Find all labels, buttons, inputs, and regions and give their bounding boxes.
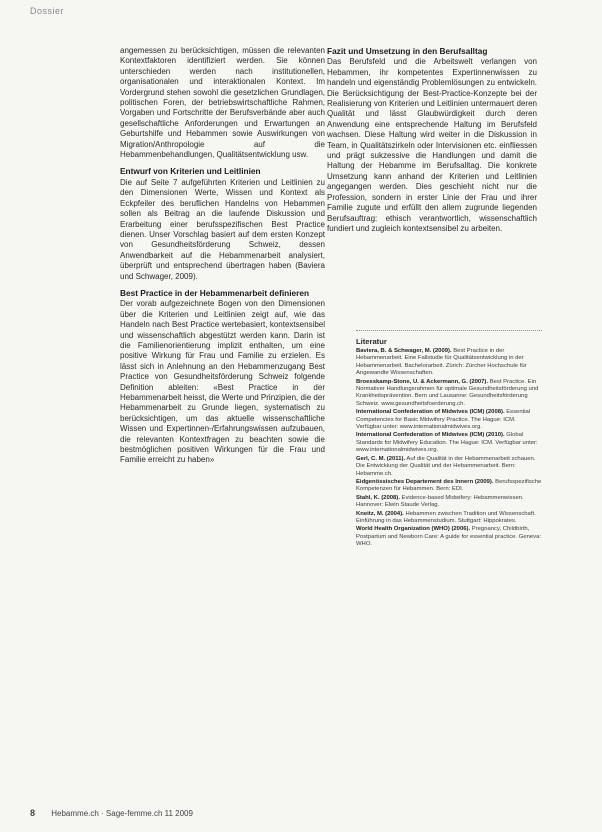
literature-text: Auf die Qualität in der Hebammenarbeit schauen. Die Entwicklung der Qualität und der Hebammenarbeit. Bern: Hebamme.ch. xyxy=(356,455,536,477)
literature-text: Hebammen zwischen Tradition und Wissenschaft. Einführung in das Hebammenstudium. Stuttgart: Hippokrates. xyxy=(356,510,536,524)
criteria-paragraph: Die auf Seite 7 aufgeführten Kriterien und Leitlinien zu den Dimensionen Werte, Wissen und Kontext als Eckpfeiler des beruflichen Handelns von Hebammen sollen als Beitrag an die laufende Diskussion und Erarbeitung einer berufsspezifischen Best Practice dienen. Unser Vorschlag basiert auf dem ersten Konzept von Gesundheitsförderung Schweiz, dessen Anwendbarkeit auf die Hebammenarbeit analysiert, überprüft und entsprechend übertragen haben (Baviera und Schwager, 2009). xyxy=(120,177,325,281)
literature-text: Pregnancy, Childbirth, Postpartum and Newborn Care: A guide for essential practice. Geneva: WHO. xyxy=(356,526,542,548)
best-practice-paragraph: Der vorab aufgezeichnete Bogen von den Dimensionen über die Kriterien und Leitlinien zeigt auf, wie das Handeln nach Best Practice wertebasiert, kontextsensibel und wissenschaftlich abgestützt werden kann. Darin ist die Familienorientierung implizit enthalten, um eine positive Wirkung für Frau und Familie zu erzielen. Es lässt sich in Anlehnung an den Hebammenzugang Best Practice von Gesundheitsförderung Schweiz folgende Definition ableiten: «Best Practice in der Hebammenarbeit heisst, die Werte und Prinzipien, die der Hebammenarbeit zu Grunde liegen, systematisch zu berücksichtigen, um das aktuelle wissenschaftliche Wissen und Expertinnen-/Erfahrungswissen aufzubauen, die relevanten Kontextfragen zu beachten sowie die bestmöglichen positiven Wirkungen für die Frau und Familie erreicht zu haben» xyxy=(120,299,325,465)
criteria-heading: Entwurf von Kriterien und Leitlinien xyxy=(120,166,261,177)
page-number: 8 xyxy=(30,808,36,818)
literature-author: Baviera, B. & Schwager, M. (2009). xyxy=(356,348,452,354)
literature-entry xyxy=(356,479,542,494)
right-column xyxy=(327,46,537,234)
conclusion-heading: Fazit und Umsetzung in den Berufsalltag xyxy=(327,46,488,56)
literature-entry xyxy=(356,495,542,510)
literature-text: Best Practice in der Hebammenarbeit. Eine Fallstudie für Qualitätsentwicklung in der Hebammenarbeit. Bachelorarbeit. Zürich: Zürcher Hochschule für Angewandte Wissenschaften. xyxy=(356,348,527,377)
literature-entry xyxy=(356,511,542,526)
conclusion-paragraph: Das Berufsfeld und die Arbeitswelt verlangen von Hebammen, ihr kompetentes Expertinnenwissen zu handeln und eigenständig Problemlösungen zu entwickeln. Die Berücksichtigung der Best-Practice-Konzepte bei der Realisierung von Kriterien und Leitlinien untermauert deren Qualität und lässt Glaubwürdigkeit durch deren Anwendung eine entsprechende Haltung im Berufsfeld wachsen. Diese Haltung wird weiter in die Diskussion in Team, in Qualitätszirkeln oder Intervisionen etc. einfliessen und prägt sukzessive die Handlungen und damit die Haltung der Hebamme im Berufsalltag. Die konkrete Umsetzung kann anhand der Kriterien und Leitlinien angegangen werden. Dies geschieht nicht nur die Profession, sondern in erster Linie der Frau und ihrer Familie zugute und erfüllt den allem zugrunde liegenden Berufsauftrag: ethisch verantwortlich, wissenschaftlich fundiert und zugleich kontextsensibel zu arbeiten. xyxy=(327,57,537,233)
literature-entry xyxy=(356,456,542,478)
literature-entry xyxy=(356,526,542,548)
literature-text: Berufsspezifische Kompetenzen für Hebammen. Bern: EDI. xyxy=(356,478,542,493)
left-column xyxy=(120,46,325,466)
literature-entry xyxy=(356,348,542,378)
page-footer xyxy=(30,808,193,818)
literature-text: Global Standards for Midwifery Education. The Hague: ICM. Verfügbar unter: www.internationalmidwives.org. xyxy=(356,432,538,454)
literature-text: Best Practice. Ein Normativer Handlungsrahmen für optimale Gesundheitsförderung und Krankheitsprävention. Bern und Lausanne: Gesundheitsförderung Schweiz. www.gesundheitsfoerderung.ch. xyxy=(356,378,539,407)
intro-paragraph: angemessen zu berücksichtigen, müssen die relevanten Kontextfaktoren identifiziert werden. Sie können unterschieden werden nach institutionellen, organisationalen und interaktionalen Kontext. Im Vordergrund stehen sowohl die gesetzlichen Grundlagen, politischen Foren, der betriebswirtschaftliche Rahmen, Vorgaben und Fortschritte der Berufsverbände aber auch gesellschaftliche Anforderungen und Erwartungen an Geburtshilfe und Hebammen sowie Auswirkungen von Migration/Anthropologie auf die Hebammenbehandlungen, Qualitätsentwicklung usw. xyxy=(120,46,325,160)
literature-text: Essential Competencies for Basic Midwifery Practice. The Hague: ICM. Verfügbar unter: www.internationalmidwives.org. xyxy=(356,409,531,431)
literature-section xyxy=(356,330,542,550)
literature-author: Eidgenössisches Departement des Innern (2009). xyxy=(356,478,494,485)
literature-entry xyxy=(356,379,542,409)
literature-author: World Health Organization (WHO) (2006). xyxy=(356,526,471,533)
literature-author: Stahl, K. (2008). xyxy=(356,494,400,501)
literature-author: International Confederation of Midwives (ICM) (2010). xyxy=(356,432,505,439)
section-tag: Dossier xyxy=(30,6,65,16)
literature-entry xyxy=(356,432,542,454)
literature-author: Kneitz, M. (2004). xyxy=(356,510,404,517)
best-practice-heading: Best Practice in der Hebammenarbeit definieren xyxy=(120,287,310,298)
literature-author: Broesskamp-Stone, U. & Ackermann, G. (2007). xyxy=(356,378,489,385)
literature-text: Evidence-based Midwifery: Hebammenwissen. Hannover: Elwin Staude Verlag. xyxy=(356,494,524,509)
literature-author: Gerl, C. M. (2011). xyxy=(356,455,406,462)
literature-author: International Confederation of Midwives (ICM) (2008). xyxy=(356,409,505,416)
literature-entry xyxy=(356,409,542,431)
literature-title: Literatur xyxy=(356,337,387,346)
publication-name: Hebamme.ch · Sage-femme.ch 11 2009 xyxy=(51,809,193,818)
